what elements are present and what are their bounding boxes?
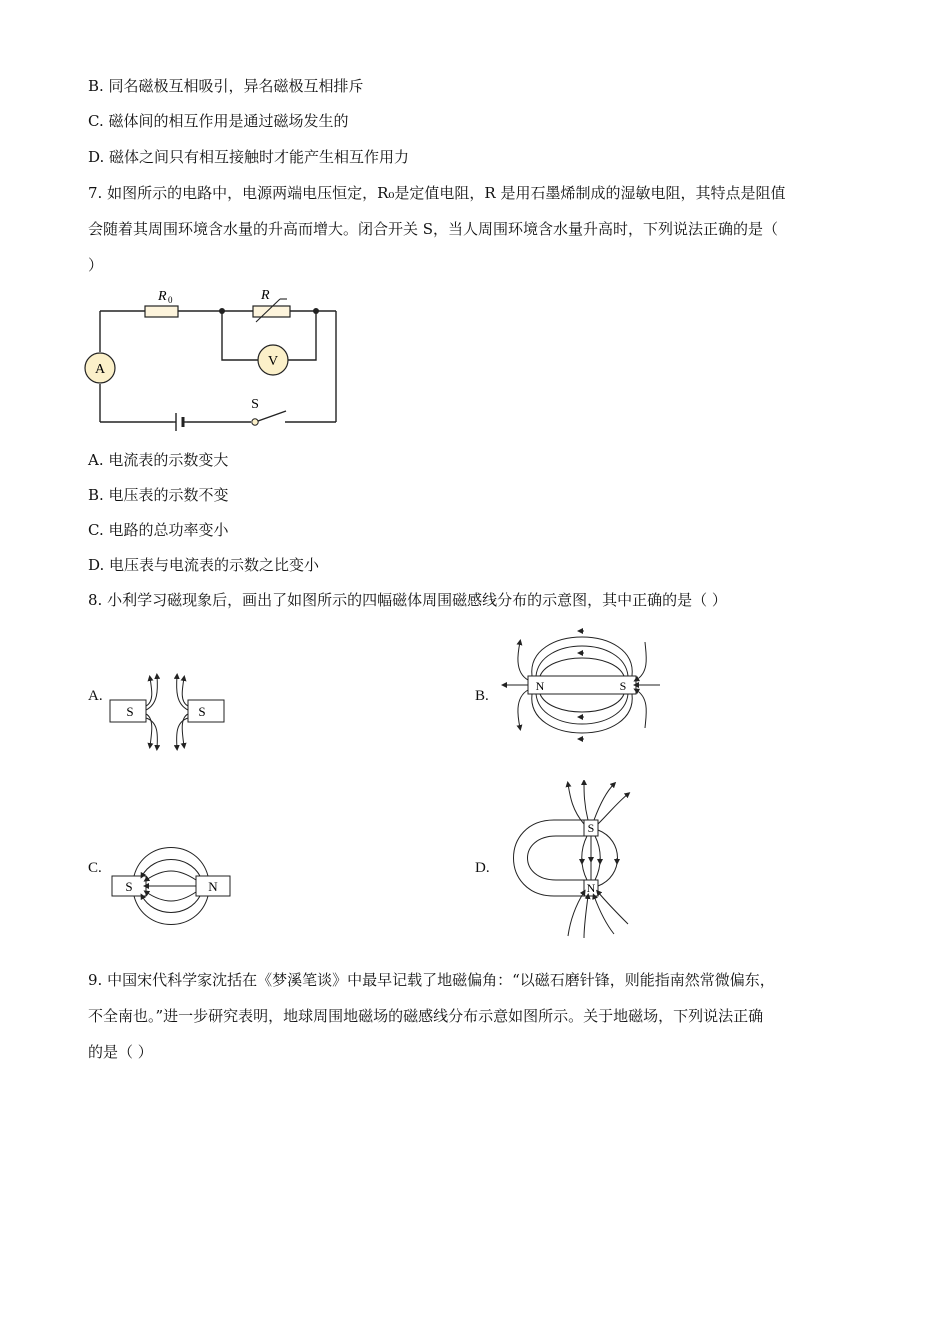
q7-circuit-diagram <box>80 282 350 442</box>
q9-line2: 不全南也。”进一步研究表明，地球周围地磁场的磁感线分布示意如图所示。关于地磁场，下列说法正确 <box>88 1007 764 1025</box>
resistor-r0 <box>145 306 178 317</box>
q6-option-c: C. 磁体间的相互作用是通过磁场发生的 <box>88 112 349 130</box>
q8-fig-label-d: D. <box>475 860 490 876</box>
q8-stem: 8. 小利学习磁现象后，画出了如图所示的四幅磁体周围磁感线分布的示意图，其中正确的是（ ） <box>88 591 727 609</box>
switch-pivot <box>252 419 258 425</box>
q8-figure-c <box>108 838 238 938</box>
switch-label: S <box>251 397 259 412</box>
q7-option-c: C. 电路的总功率变小 <box>88 521 229 539</box>
q9-line3: 的是（ ） <box>88 1043 153 1061</box>
ammeter-label: A <box>94 362 106 377</box>
q9-line1: 9. 中国宋代科学家沈括在《梦溪笔谈》中最早记载了地磁偏角：“以磁石磨针锋，则能指南然常微偏东， <box>88 971 775 989</box>
q8-fig-label-a: A. <box>88 688 103 704</box>
fig-c-pole-n: N <box>208 879 218 894</box>
q7-stem-line2: 会随着其周围环境含水量的升高而增大。闭合开关 S，当人周围环境含水量升高时，下列说法正确的是（ <box>88 220 779 238</box>
q7-option-b: B. 电压表的示数不变 <box>88 486 229 504</box>
voltmeter-label: V <box>267 354 279 369</box>
q6-option-d: D. 磁体之间只有相互接触时才能产生相互作用力 <box>88 148 410 166</box>
fig-c-pole-s: S <box>125 879 133 894</box>
q7-stem-line3: ） <box>88 256 104 274</box>
fig-b-pole-s: S <box>619 679 627 693</box>
q7-stem-line1: 7. 如图所示的电路中，电源两端电压恒定，R₀是定值电阻，R 是用石墨烯制成的湿敏电阻，其特点是阻值 <box>88 184 786 202</box>
switch-lever <box>258 411 286 421</box>
q8-figure-a <box>108 672 228 752</box>
fig-b-pole-n: N <box>535 679 545 693</box>
q8-figure-d <box>498 780 638 940</box>
q6-option-b: B. 同名磁极互相吸引，异名磁极互相排斥 <box>88 77 364 95</box>
q7-option-d: D. 电压表与电流表的示数之比变小 <box>88 556 320 574</box>
fig-a-pole-left: S <box>126 704 134 719</box>
fig-d-pole-n: N <box>586 881 596 895</box>
magnet-a-right <box>188 700 224 722</box>
q7-option-a: A. 电流表的示数变大 <box>88 451 229 469</box>
q8-figure-b <box>500 622 665 750</box>
q8-fig-label-b: B. <box>475 688 489 704</box>
fig-a-pole-right: S <box>198 704 206 719</box>
q8-fig-label-c: C. <box>88 860 102 876</box>
r0-subscript: 0 <box>168 295 173 305</box>
r0-label: R <box>158 289 167 304</box>
fig-d-pole-s: S <box>587 821 595 835</box>
r-label: R <box>261 288 270 303</box>
